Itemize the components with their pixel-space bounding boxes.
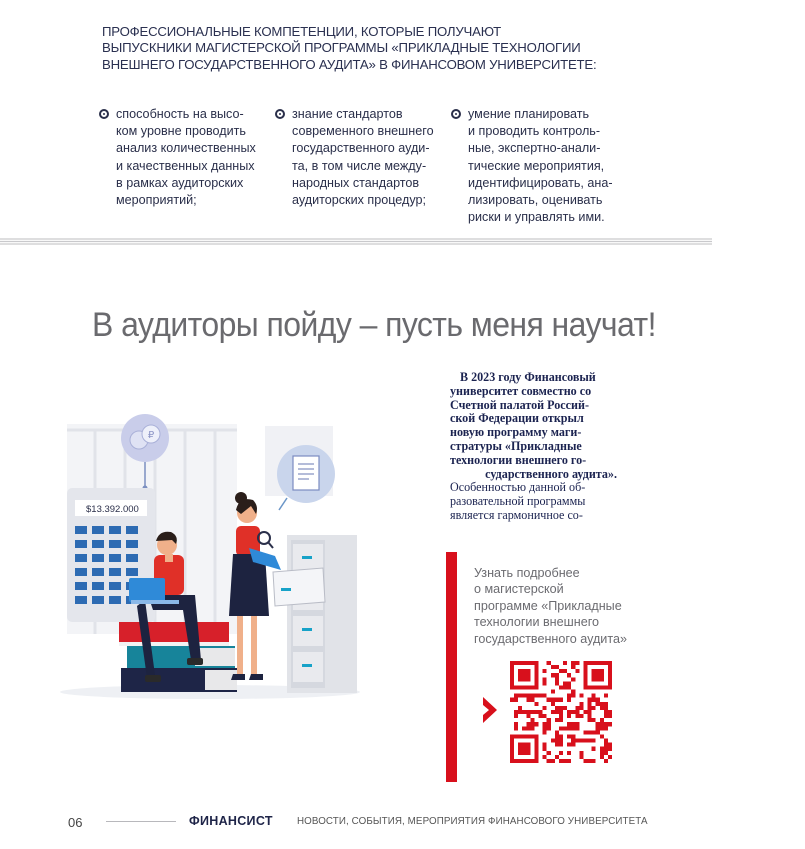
- article-line: университет совместно со: [450, 383, 592, 398]
- footer-tagline: НОВОСТИ, СОБЫТИЯ, МЕРОПРИЯТИЯ ФИНАНСОВОГО УНИВЕРСИТЕТА: [297, 816, 648, 827]
- competency-line: государственного ауди-: [292, 141, 430, 156]
- article-line: новую программу маги-: [450, 425, 582, 440]
- article-line: сударственного аудита».: [485, 466, 617, 481]
- competency-line: способность на высо-: [116, 107, 244, 121]
- competency-line: ные, экспертно-анали-: [468, 141, 601, 156]
- filing-cabinet: [273, 535, 357, 693]
- article-line: Особенностью данной об-: [450, 480, 586, 495]
- promo-text: [474, 565, 627, 647]
- article-line: В 2023 году Финансовый: [460, 370, 596, 384]
- competency-line: народных стандартов: [292, 175, 420, 190]
- heading-line: ВЫПУСКНИКИ МАГИСТЕРСКОЙ ПРОГРАММЫ «ПРИКЛАДНЫЕ ТЕХНОЛОГИИ: [102, 40, 581, 56]
- page-title: В аудиторы пойду – пусть меня научат!: [92, 306, 656, 344]
- section-divider: [0, 238, 712, 245]
- competency-line: риски и управлять ими.: [468, 210, 605, 225]
- competency-line: анализ количественных: [116, 141, 256, 156]
- footer-rule: [106, 821, 176, 822]
- article-line: ской Федерации открыл: [450, 411, 584, 426]
- promo-line: технологии внешнего: [474, 615, 600, 630]
- bullet-icon: [451, 109, 461, 119]
- bubble-connector: [279, 498, 287, 510]
- competency-line: аудиторских процедур;: [292, 193, 427, 208]
- bullet-icon: [275, 109, 285, 119]
- bullet-icon: [99, 109, 109, 119]
- promo-line: программе «Прикладные: [474, 598, 622, 613]
- auditors-illustration: [55, 410, 375, 702]
- book-stack: [119, 622, 237, 692]
- competency-line: лизировать, оценивать: [468, 193, 603, 208]
- competency-line: умение планировать: [468, 107, 590, 121]
- promo-line: государственного аудита»: [474, 631, 627, 646]
- promo-line: Узнать подробнее: [474, 566, 580, 580]
- article-line: технологии внешнего го-: [450, 452, 587, 467]
- page-number: 06: [68, 815, 83, 830]
- laptop: [129, 578, 165, 602]
- competency-line: современного внешнего: [292, 124, 434, 139]
- competency-line: идентифицировать, ана-: [468, 175, 613, 190]
- competency-line: и проводить контроль-: [468, 124, 601, 139]
- heading-line: ПРОФЕССИОНАЛЬНЫЕ КОМПЕТЕНЦИИ, КОТОРЫЕ ПОЛУЧАЮТ: [102, 24, 501, 39]
- promo-accent-bar: [446, 552, 457, 782]
- article-line: разовательной программы: [450, 494, 586, 509]
- competency-line: в рамках аудиторских: [116, 175, 244, 190]
- competency-line: ком уровне проводить: [116, 124, 246, 139]
- ruble-icon: ₽: [147, 430, 155, 441]
- qr-code[interactable]: [510, 661, 612, 763]
- chevron-right-icon: [483, 697, 497, 723]
- competencies-heading: [102, 24, 597, 73]
- competency-line: тические мероприятия,: [468, 158, 605, 173]
- document-icon: [293, 456, 319, 490]
- article-line: стратуры «Прикладные: [450, 438, 582, 453]
- footer-brand: ФИНАНСИСТ: [189, 814, 273, 828]
- competency-item-3: [468, 106, 613, 226]
- competency-line: мероприятий;: [116, 193, 197, 208]
- competency-item-1: [116, 106, 256, 209]
- competency-item-2: [292, 106, 434, 209]
- article-text: [450, 371, 617, 523]
- heading-line: ВНЕШНЕГО ГОСУДАРСТВЕННОГО АУДИТА» В ФИНАНСОВОМ УНИВЕРСИТЕТЕ:: [102, 56, 597, 72]
- promo-line: о магистерской: [474, 582, 564, 597]
- article-line: является гармоничное со-: [450, 507, 583, 522]
- article-line: Счетной палатой Россий-: [450, 397, 590, 412]
- competency-line: и качественных данных: [116, 158, 255, 173]
- calculator-display-value: $13.392.000: [86, 504, 139, 515]
- competency-line: знание стандартов: [292, 107, 403, 121]
- competency-line: та, в том числе между-: [292, 158, 427, 173]
